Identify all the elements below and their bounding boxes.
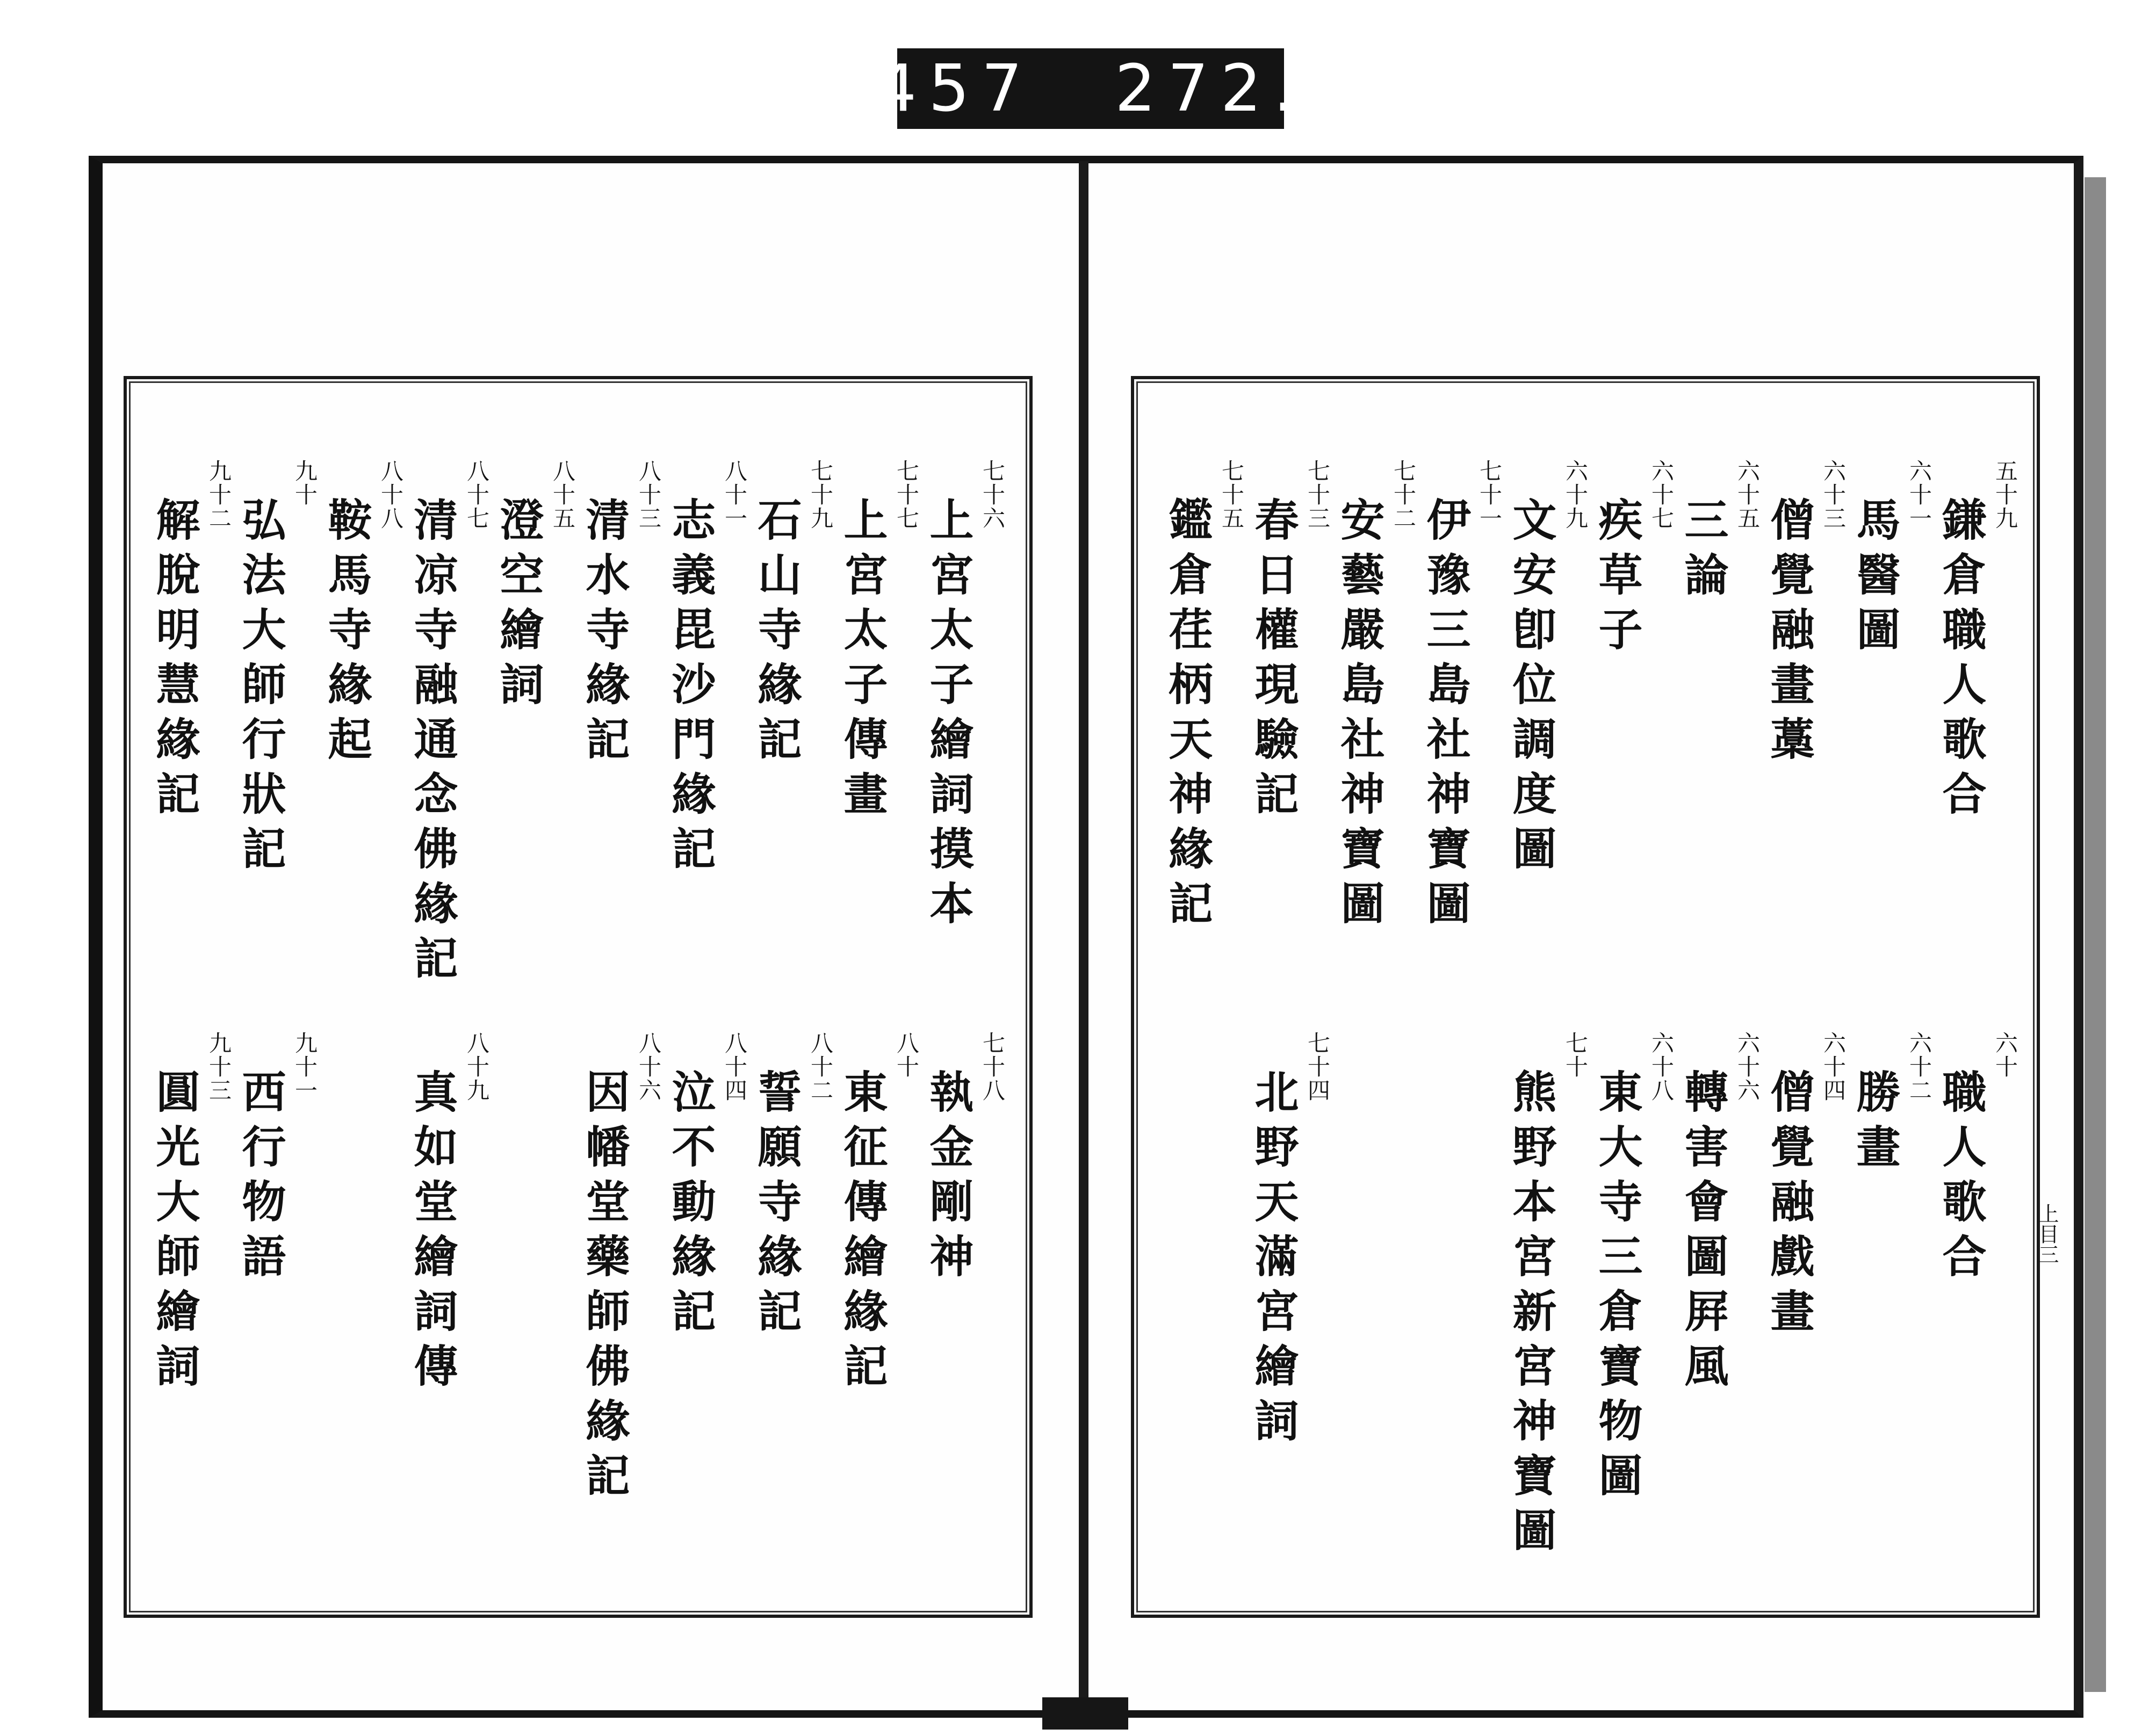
toc-column: [1330, 459, 1416, 1576]
toc-column: [231, 459, 317, 1576]
entry-title: 誓願寺緣記: [751, 1069, 802, 1343]
toc-column: [919, 459, 1005, 1576]
toc-entry: [1931, 1031, 2017, 1288]
toc-entry: [403, 459, 489, 1018]
entry-number: 七十七: [893, 459, 920, 530]
toc-entry: [1674, 459, 1759, 1018]
toc-column: [661, 459, 747, 1576]
entry-number: 六十二: [1906, 1031, 1932, 1102]
toc-column: [403, 459, 489, 1576]
entry-number: 七十六: [979, 459, 1006, 530]
toc-column: [1244, 459, 1330, 1576]
toc-entry: [1244, 1031, 1330, 1452]
entry-number: 九十一: [292, 1031, 318, 1102]
entry-title: 疾草子: [1591, 497, 1643, 661]
right-page-contents: [1152, 459, 2017, 1576]
toc-column: [1674, 459, 1759, 1576]
entry-title: 伊豫三島社神寶圖: [1419, 497, 1471, 935]
entry-title: 上宮太子繪詞摸本: [922, 497, 974, 935]
toc-column: [1588, 459, 1674, 1576]
toc-entry: [1759, 459, 1845, 1018]
toc-entry: [403, 1031, 489, 1398]
toc-entry: [1845, 1031, 1931, 1178]
toc-entry: [833, 459, 919, 1018]
entry-number: 八十四: [722, 1031, 748, 1102]
toc-entry: [1674, 1031, 1759, 1398]
entry-number: 八十一: [722, 459, 748, 530]
entry-number: 八十三: [636, 459, 662, 530]
entry-number: 六十六: [1734, 1031, 1761, 1102]
entry-title: 上宮太子傳畫: [836, 497, 888, 826]
toc-entry: [747, 459, 833, 1018]
entry-title: 僧覺融畫藁: [1763, 497, 1815, 771]
entry-number: 六十九: [1562, 459, 1589, 530]
toc-entry: [1158, 459, 1244, 935]
entry-number: 六十三: [1820, 459, 1847, 530]
entry-title: 解脫明慧緣記: [149, 497, 200, 826]
entry-number: 六十四: [1820, 1031, 1847, 1102]
toc-column: [833, 459, 919, 1576]
entry-number: 五十九: [1992, 459, 2018, 530]
toc-column: [1502, 459, 1588, 1576]
left-page-contents: [145, 459, 1005, 1576]
entry-title: 東征傳繪緣記: [836, 1069, 888, 1398]
toc-entry: [1416, 459, 1502, 935]
entry-number: 七十八: [979, 1031, 1006, 1102]
entry-title: 鞍馬寺緣起: [321, 497, 372, 771]
toc-entry: [145, 459, 231, 1018]
entry-number: 六十: [1992, 1031, 2018, 1079]
toc-column: [575, 459, 661, 1576]
entry-title: 鑑倉荏柄天神緣記: [1162, 497, 1213, 935]
entry-number: 六十七: [1648, 459, 1675, 530]
entry-title: 清水寺緣記: [579, 497, 630, 771]
toc-entry: [919, 459, 1005, 1018]
toc-entry: [1588, 459, 1674, 1018]
entry-title: 僧覺融戲畫: [1763, 1069, 1815, 1343]
toc-entry: [575, 459, 661, 1018]
toc-entry: [317, 459, 403, 771]
toc-entry: [1588, 1031, 1674, 1507]
toc-entry: [1330, 459, 1416, 935]
toc-entry: [661, 1031, 747, 1343]
entry-number: 八十五: [550, 459, 576, 530]
entry-title: 轉害會圖屛風: [1677, 1069, 1729, 1398]
entry-title: 西行物語: [235, 1069, 286, 1288]
entry-title: 勝畫: [1849, 1069, 1901, 1178]
entry-title: 泣不動緣記: [665, 1069, 716, 1343]
toc-entry: [231, 1031, 317, 1288]
toc-column: [317, 459, 403, 1576]
entry-number: 七十一: [1476, 459, 1503, 530]
spine-tab: [1042, 1697, 1128, 1730]
toc-column: [747, 459, 833, 1576]
toc-entry: [661, 459, 747, 1018]
toc-entry: [231, 459, 317, 1018]
toc-entry: [1759, 1031, 1845, 1343]
entry-number: 七十三: [1304, 459, 1331, 530]
entry-title: 文安卽位調度圖: [1505, 497, 1557, 880]
entry-title: 鎌倉職人歌合: [1935, 497, 1987, 826]
toc-entry: [1244, 459, 1330, 1018]
entry-number: 八十: [893, 1031, 920, 1079]
entry-number: 七十五: [1218, 459, 1245, 530]
toc-entry: [489, 459, 575, 716]
entry-title: 志義毘沙門緣記: [665, 497, 716, 880]
entry-number: 六十八: [1648, 1031, 1675, 1102]
entry-title: 石山寺緣記: [751, 497, 802, 771]
entry-number: 七十四: [1304, 1031, 1331, 1102]
entry-title: 真如堂繪詞傳: [407, 1069, 458, 1398]
toc-entry: [919, 1031, 1005, 1288]
entry-title: 北野天滿宮繪詞: [1247, 1069, 1299, 1452]
entry-number: 八十九: [464, 1031, 490, 1102]
entry-number: 九十二: [206, 459, 232, 530]
entry-title: 執金剛神: [922, 1069, 974, 1288]
entry-title: 圓光大師繪詞: [149, 1069, 200, 1398]
entry-title: 馬醫圖: [1849, 497, 1901, 661]
entry-title: 職人歌合: [1935, 1069, 1987, 1288]
entry-title: 三論: [1677, 497, 1729, 606]
toc-entry: [1502, 459, 1588, 1018]
toc-column: [1931, 459, 2017, 1576]
entry-number: 九十三: [206, 1031, 232, 1102]
toc-entry: [747, 1031, 833, 1343]
catalog-label: [875, 48, 1306, 129]
entry-title: 安藝嚴島社神寶圖: [1333, 497, 1385, 935]
toc-entry: [1931, 459, 2017, 1018]
entry-title: 清凉寺融通念佛緣記: [407, 497, 458, 990]
toc-entry: [833, 1031, 919, 1398]
toc-entry: [1845, 459, 1931, 1018]
book-spine: [1079, 161, 1088, 1703]
entry-title: 春日權現驗記: [1247, 497, 1299, 826]
entry-number: 九十: [292, 459, 318, 507]
label-number-right: 272.: [1114, 51, 1306, 126]
toc-column: [1759, 459, 1845, 1576]
toc-entry: [575, 1031, 661, 1507]
folio-mark: 上目三: [2035, 1203, 2059, 1264]
toc-column: [1845, 459, 1931, 1576]
toc-column: [489, 459, 575, 1576]
entry-number: 八十二: [807, 1031, 834, 1102]
entry-number: 七十二: [1390, 459, 1417, 530]
toc-column: [145, 459, 231, 1576]
page-edge: [2085, 177, 2106, 1692]
entry-title: 東大寺三倉寶物圖: [1591, 1069, 1643, 1507]
toc-entry: [1502, 1031, 1588, 1562]
entry-title: 因幡堂藥師佛緣記: [579, 1069, 630, 1507]
entry-number: 八十六: [636, 1031, 662, 1102]
entry-title: 熊野本宮新宮神寶圖: [1505, 1069, 1557, 1562]
entry-number: 八十七: [464, 459, 490, 530]
entry-number: 六十五: [1734, 459, 1761, 530]
entry-number: 七十九: [807, 459, 834, 530]
entry-title: 弘法大師行狀記: [235, 497, 286, 880]
entry-number: 七十: [1562, 1031, 1589, 1079]
label-number-left: 457: [875, 51, 1034, 126]
toc-column: [1158, 459, 1244, 1576]
toc-entry: [145, 1031, 231, 1398]
entry-title: 澄空繪詞: [493, 497, 544, 716]
toc-column: [1416, 459, 1502, 1576]
entry-number: 六十一: [1906, 459, 1932, 530]
entry-number: 八十八: [378, 459, 404, 530]
